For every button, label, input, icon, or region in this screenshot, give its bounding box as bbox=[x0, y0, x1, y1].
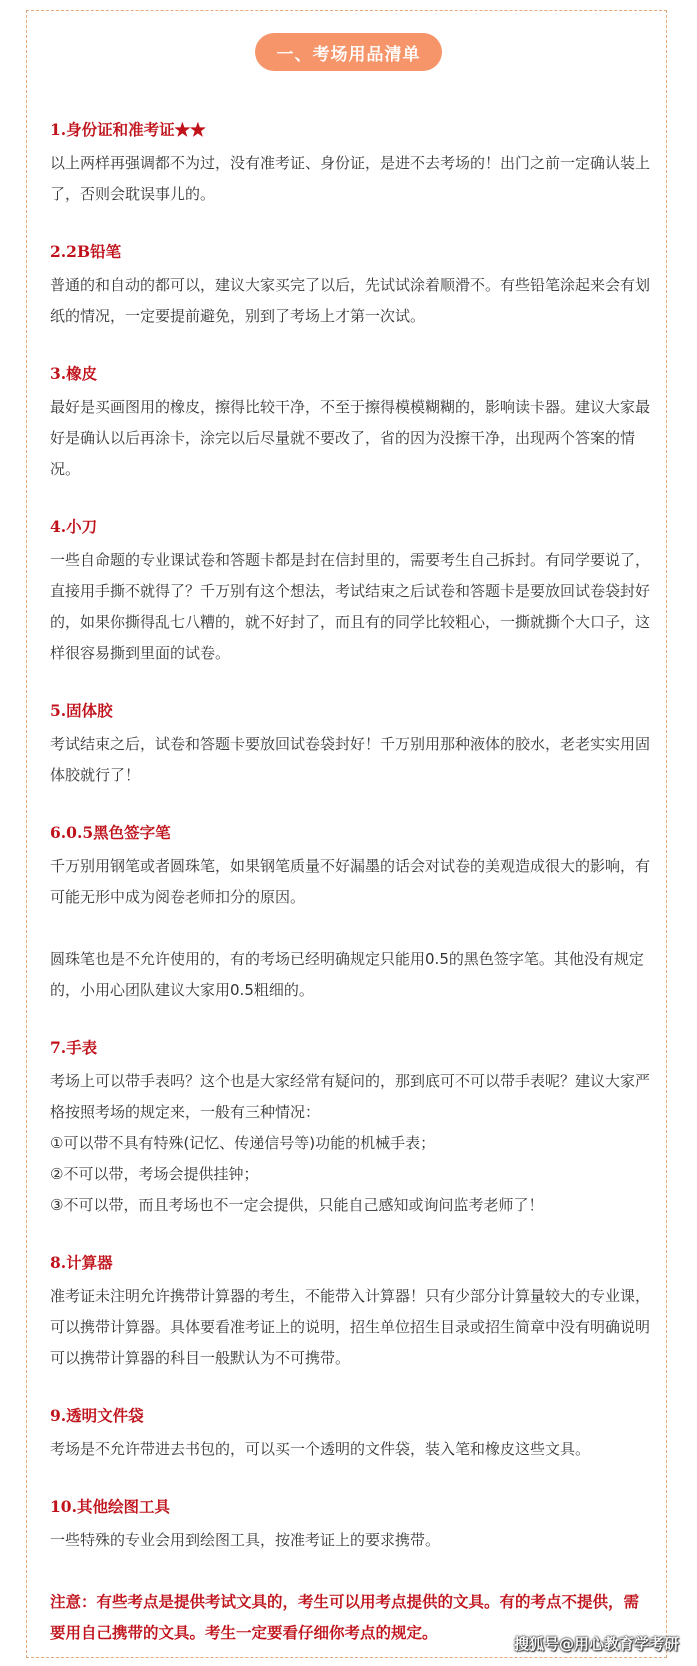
attention-note: 注意：有些考点是提供考试文具的，考生可以用考点提供的文具。有的考点不提供，需要用自己携带的文具。考生一定要看仔细你考点的规定。 bbox=[50, 1592, 640, 1642]
section-title-badge: 一、考场用品清单 bbox=[255, 33, 442, 71]
item-heading: 8.计算器 bbox=[50, 1253, 113, 1272]
item-text: 千万别用钢笔或者圆珠笔，如果钢笔质量不好漏墨的话会对试卷的美观造成很大的影响，有可能无形中成为阅卷老师扣分的原因。 bbox=[50, 857, 651, 906]
item-text: 考场上可以带手表吗？这个也是大家经常有疑问的，那到底可不可以带手表呢？建议大家严格按照考场的规定来，一般有三种情况： bbox=[50, 1072, 651, 1121]
item-text: ①可以带不具有特殊(记忆、传递信号等)功能的机械手表； bbox=[50, 1134, 436, 1152]
item-heading: 5.固体胶 bbox=[50, 701, 113, 720]
item-eraser bbox=[50, 362, 650, 485]
item-text: 考场是不允许带进去书包的，可以买一个透明的文件袋，装入笔和橡皮这些文具。 bbox=[50, 1440, 591, 1458]
item-heading: 2.2B铅笔 bbox=[50, 242, 122, 261]
item-knife bbox=[50, 515, 650, 669]
item-drawing-tools bbox=[50, 1495, 650, 1556]
item-id-card bbox=[50, 118, 650, 210]
item-pencil bbox=[50, 240, 650, 332]
item-text: ③不可以带，而且考场也不一定会提供，只能自己感知或询问监考老师了！ bbox=[50, 1196, 544, 1214]
watermark: 搜狐号@用心教育学考研 bbox=[513, 1635, 679, 1653]
item-pen bbox=[50, 821, 650, 1006]
item-text: 最好是买画图用的橡皮，擦得比较干净，不至于擦得模模糊糊的，影响读卡器。建议大家最好是确认以后再涂卡，涂完以后尽量就不要改了，省的因为没擦干净，出现两个答案的情况。 bbox=[50, 398, 651, 478]
item-text: 准考证未注明允许携带计算器的考生，不能带入计算器！只有少部分计算量较大的专业课，可以携带计算器。具体要看准考证上的说明，招生单位招生目录或招生简章中没有明确说明可以携带计算器的科目一般默认为不可携带。 bbox=[50, 1287, 651, 1367]
item-heading: 1.身份证和准考证★★ bbox=[50, 120, 206, 139]
item-heading: 9.透明文件袋 bbox=[50, 1406, 144, 1425]
item-text: 考试结束之后，试卷和答题卡要放回试卷袋封好！千万别用那种液体的胶水，老老实实用固体胶就行了！ bbox=[50, 735, 651, 784]
item-heading: 10.其他绘图工具 bbox=[50, 1497, 170, 1516]
item-heading: 7.手表 bbox=[50, 1038, 98, 1057]
item-text: 圆珠笔也是不允许使用的，有的考场已经明确规定只能用0.5的黑色签字笔。其他没有规定的，小用心团队建议大家用0.5粗细的。 bbox=[50, 950, 644, 999]
item-file-bag bbox=[50, 1404, 650, 1465]
item-text: 一些自命题的专业课试卷和答题卡都是封在信封里的，需要考生自己拆封。有同学要说了，直接用手撕不就得了？千万别有这个想法，考试结束之后试卷和答题卡是要放回试卷袋封好的，如果你撕得乱七八糟的，就不好封了，而且有的同学比较粗心，一撕就撕个大口子，这样很容易撕到里面的试卷。 bbox=[50, 551, 651, 662]
article-body bbox=[50, 118, 650, 1648]
item-text: 一些特殊的专业会用到绘图工具，按准考证上的要求携带。 bbox=[50, 1531, 441, 1549]
item-text: 普通的和自动的都可以，建议大家买完了以后，先试试涂着顺滑不。有些铅笔涂起来会有划纸的情况，一定要提前避免，别到了考场上才第一次试。 bbox=[50, 276, 651, 325]
item-heading: 3.橡皮 bbox=[50, 364, 98, 383]
item-heading: 4.小刀 bbox=[50, 517, 98, 536]
item-text: ②不可以带，考场会提供挂钟； bbox=[50, 1165, 259, 1183]
item-heading: 6.0.5黑色签字笔 bbox=[50, 823, 171, 842]
item-watch bbox=[50, 1036, 650, 1221]
item-glue bbox=[50, 699, 650, 791]
item-text: 以上两样再强调都不为过，没有准考证、身份证，是进不去考场的！出门之前一定确认装上了，否则会耽误事儿的。 bbox=[50, 154, 651, 203]
item-calculator bbox=[50, 1251, 650, 1374]
